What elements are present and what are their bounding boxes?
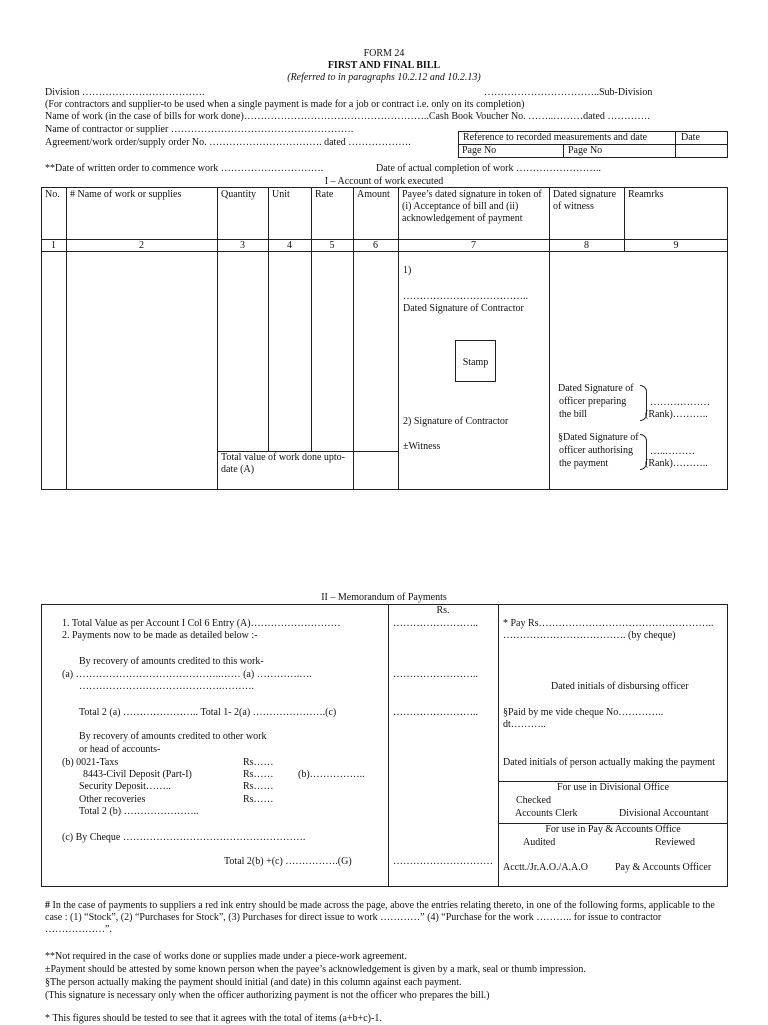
col-number-8: 8	[584, 240, 589, 251]
memo-civil-deposit: 8443-Civil Deposit (Part-I)	[83, 769, 192, 780]
col-header-name: # Name of work or supplies	[70, 189, 182, 200]
footnote-star: * This figures should be tested to see that it agrees with the total of items (a+b+c)-1.	[45, 1013, 382, 1024]
contractor-name-field[interactable]: Name of contractor or supplier ……………………………………………….	[45, 124, 354, 135]
memo-line-a2[interactable]: …………………………………….……….	[79, 681, 254, 692]
footnote-paren: (This signature is necessary only when the officer authorizing payment is not the officer who prepares the bill.)	[45, 990, 490, 1001]
agreement-field[interactable]: Agreement/work order/supply order No. ……………………………. dated ……………….	[45, 137, 411, 148]
signature-contractor-2: 2) Signature of Contractor	[403, 416, 509, 427]
sub-division-field[interactable]: ……………………………..Sub-Division	[484, 87, 653, 98]
col-header-quantity: Quantity	[221, 189, 256, 200]
reference-measurements-label: Reference to recorded measurements and date	[463, 132, 648, 143]
col-divider-3	[268, 187, 269, 451]
memo-pay-rs[interactable]: * Pay Rs……………………………………………..	[503, 618, 714, 629]
memo-rs-security[interactable]: Rs……	[243, 781, 274, 792]
col-number-2: 2	[139, 240, 144, 251]
memo-recovery-this-work: By recovery of amounts credited to this work-	[79, 656, 264, 667]
memorandum-title: II – Memorandum of Payments	[321, 592, 447, 603]
page-no-label-2: Page No	[568, 145, 603, 156]
payee-item-1: 1)	[403, 265, 412, 276]
memo-paid-by[interactable]: §Paid by me vide cheque No…………..	[503, 707, 664, 718]
memo-rs-value-2[interactable]: ……………………..	[393, 669, 478, 680]
form-title: FIRST AND FINAL BILL	[327, 60, 441, 71]
memo-rs-other[interactable]: Rs……	[243, 794, 274, 805]
memo-pay-accounts-office: For use in Pay & Accounts Office	[545, 824, 681, 835]
memo-rs-taxes[interactable]: Rs……	[243, 757, 274, 768]
rs-header: Rs.	[436, 605, 450, 616]
reference-date-label: Date	[681, 132, 700, 143]
memo-initials-person: Dated initials of person actually making the payment	[503, 757, 715, 768]
col-number-4: 4	[287, 240, 292, 251]
memo-divisional-accountant: Divisional Accountant	[619, 808, 709, 819]
footnote-hash-text: In the case of payments to suppliers a red ink entry should be made across the page, above the entries relating thereto, in one of the following forms, applicable to the case : (1) “Stock”, (2) “Purchases for Stock”, (3) Purchases for direct issue to work …………” (4) “Purchase for the work ……….. for issue to contractor ………………”.	[45, 900, 715, 935]
form-number: FORM 24	[363, 48, 405, 59]
officer-authorising-rank[interactable]: (Rank)………..	[645, 458, 708, 469]
footnote-star2: **Not required in the case of works done or supplies made under a piece-work agreement.	[45, 951, 407, 962]
col-number-5: 5	[329, 240, 335, 251]
col-header-amount: Amount	[357, 189, 390, 200]
col-number-1: 1	[51, 240, 56, 251]
division-field[interactable]: Division ……………………………….	[45, 87, 205, 98]
col-divider-7	[549, 187, 550, 490]
date-commence-field[interactable]: **Date of written order to commence work ………………………….	[45, 163, 324, 174]
col-divider-5	[353, 187, 354, 490]
memo-divider-1	[388, 604, 389, 887]
memo-by-cheque-right[interactable]: ………………………………. (by cheque)	[503, 630, 676, 641]
memo-recovery-other: By recovery of amounts credited to other work	[79, 731, 267, 742]
witness-label: ±Witness	[403, 441, 441, 452]
officer-authorising-dots[interactable]: …..………	[650, 446, 695, 457]
form-subtitle: (Referred to in paragraphs 10.2.12 and 10.2.13)	[287, 72, 481, 83]
memo-checked: Checked	[516, 795, 551, 806]
memo-by-cheque[interactable]: (c) By Cheque ……………………………………………….	[62, 832, 306, 843]
col-divider-6	[398, 187, 399, 490]
footnote-section: §The person actually making the payment should initial (and date) in this column against each payment.	[45, 977, 462, 988]
memo-reviewed: Reviewed	[655, 837, 695, 848]
memo-rs-civil[interactable]: Rs……	[243, 769, 274, 780]
col-header-payee: Payee’s dated signature in token of (i) Acceptance of bill and (ii) acknowledgement of payment	[402, 189, 542, 224]
footnote-plusminus: ±Payment should be attested by some known person when the payee’s acknowledgement is given by a mark, seal or thumb impression.	[45, 964, 586, 975]
officer-preparing-rank[interactable]: (Rank)………..	[645, 409, 708, 420]
memo-line-a[interactable]: (a) ……………………………………..…… (a) ………….….	[62, 669, 312, 680]
col-number-9: 9	[673, 240, 679, 251]
memo-pay-accounts-officer: Pay & Accounts Officer	[615, 862, 712, 873]
footnote-hash-mark: #	[45, 900, 50, 911]
memo-accounts-clerk: Accounts Clerk	[515, 808, 578, 819]
memo-rs-value-4[interactable]: …………………………	[393, 856, 493, 867]
reference-box-date-divider	[675, 131, 676, 158]
col-divider-4	[311, 187, 312, 451]
memo-initials-disbursing: Dated initials of disbursing officer	[551, 681, 689, 692]
memo-divisional-office: For use in Divisional Office	[556, 782, 670, 793]
officer-preparing-dots[interactable]: ………………	[650, 397, 710, 408]
memo-item-2: 2. Payments now to be made as detailed below :-	[62, 630, 258, 641]
col-divider-1	[66, 187, 67, 490]
memo-b-taxes: (b) 0021-Taxs	[62, 757, 119, 768]
stamp-label: Stamp	[462, 357, 489, 368]
col-header-remarks: Reamrks	[628, 189, 664, 200]
payee-signature-line[interactable]: ………………………………..	[403, 291, 528, 302]
memo-b-dots[interactable]: (b)……………..	[298, 769, 365, 780]
officer-authorising-line3: the payment	[559, 458, 609, 469]
memo-total-2a[interactable]: Total 2 (a) ………………….. Total 1- 2(a) ………………….(c)	[79, 707, 337, 718]
date-completion-field[interactable]: Date of actual completion of work ……………………..	[376, 163, 601, 174]
memo-total-g[interactable]: Total 2(b) +(c) …………….(G)	[224, 856, 352, 867]
col-header-unit: Unit	[272, 189, 290, 200]
account-table-title: I – Account of work executed	[324, 176, 444, 187]
memo-other-recoveries: Other recoveries	[79, 794, 146, 805]
name-of-work-field[interactable]: Name of work (in the case of bills for work done)………………………………………………..Cash Book Voucher No. ……..………dated ………….	[45, 111, 650, 122]
memo-rs-value-1[interactable]: ……………………..	[393, 618, 478, 629]
reference-box-page-divider	[563, 144, 564, 158]
officer-authorising-line1: §Dated Signature of	[558, 432, 639, 443]
officer-preparing-line3: the bill	[559, 409, 588, 420]
dated-signature-contractor: Dated Signature of Contractor	[403, 303, 524, 314]
memo-head-accounts: or head of accounts-	[79, 744, 161, 755]
col-number-3: 3	[240, 240, 245, 251]
officer-authorising-line2: officer authorising	[559, 445, 633, 456]
col-header-rate: Rate	[315, 189, 334, 200]
total-value-label: Total value of work done upto-date (A)	[221, 452, 345, 475]
memo-divider-2	[498, 604, 499, 887]
footnote-hash	[45, 900, 725, 936]
memo-rs-value-3[interactable]: ……………………..	[393, 707, 478, 718]
contractors-note: (For contractors and supplier-to be used when a single payment is made for a job or contract i.e. only on its completion)	[45, 99, 525, 110]
col-header-no: No.	[45, 189, 60, 200]
memo-total-2b[interactable]: Total 2 (b) …………………..	[79, 806, 199, 817]
col-divider-2	[217, 187, 218, 490]
col-header-witness: Dated signature of witness	[553, 189, 617, 212]
memo-security-deposit: Security Deposit……..	[79, 781, 171, 792]
col-number-6: 6	[373, 240, 378, 251]
memo-acctt: Acctt./Jr.A.O./A.A.O	[503, 862, 588, 873]
memo-audited: Audited	[523, 837, 556, 848]
page-no-label-1: Page No	[462, 145, 497, 156]
memo-item-1: 1. Total Value as per Account I Col 6 Entry (A)………………………	[62, 618, 341, 629]
memo-dt[interactable]: dt………..	[503, 719, 546, 730]
col-number-7: 7	[471, 240, 476, 251]
officer-preparing-line1: Dated Signature of	[558, 383, 634, 394]
officer-preparing-line2: officer preparing	[559, 396, 627, 407]
